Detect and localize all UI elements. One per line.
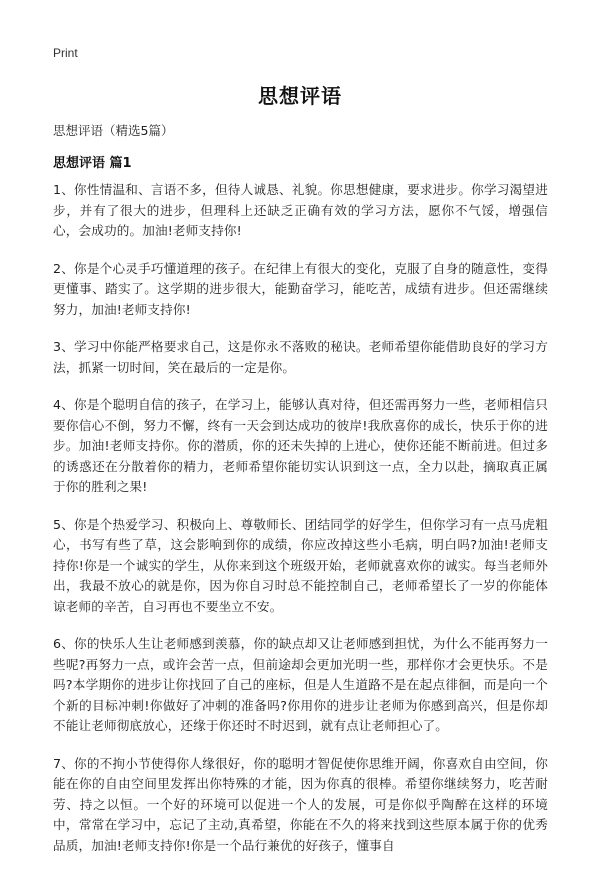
paragraph-3: 3、学习中你能严格要求自己，这是你永不落败的秘诀。老师希望你能借助良好的学习方法，抓紧一切时间，笑在最后的一定是你。 (53, 339, 548, 375)
paragraph-4: 4、你是个聪明自信的孩子，在学习上，能够认真对待，但还需再努力一些，老师相信只要你信心不倒，努力不懈，终有一天会到达成功的彼岸!我欣喜你的成长，快乐于你的进步。加油!老师支持你。你的潜质，你的还未失掉的上进心，使你还能不断前进。但过多的诱惑还在分散着你的精力，老师希望你能切实认识到这一点，全力以赴，摘取真正属于你的胜利之果! (53, 397, 548, 494)
document-body (53, 180, 548, 873)
document-subtitle: 思想评语（精选5篇） (53, 123, 174, 138)
paragraph-6: 6、你的快乐人生让老师感到羡慕，你的缺点却又让老师感到担忧，为什么不能再努力一些呢?再努力一点，或许会苦一点，但前途却会更加光明一些，那样你才会更快乐。不是吗?本学期你的进步让你找回了自己的座标，但是人生道路不是在起点徘徊，而是向一个个新的目标冲刺!你做好了冲刺的准备吗?你用你的进步让老师为你感到高兴，但是你却不能让老师彻底放心，还缘于你还时不时迟到，就有点让老师担心了。 (53, 636, 548, 733)
paragraph-1: 1、你性情温和、言语不多，但待人诚恳、礼貌。你思想健康，要求进步。你学习渴望进步，并有了很大的进步，但理科上还缺乏正确有效的学习方法，愿你不气馁，增强信心，会成功的。加油!老师支持你! (53, 182, 548, 238)
document-title: 思想评语 (258, 84, 342, 108)
print-link[interactable]: Print (53, 46, 78, 60)
paragraph-2: 2、你是个心灵手巧懂道理的孩子。在纪律上有很大的变化，克服了自身的随意性，变得更懂事、踏实了。这学期的进步很大，能勤奋学习，能吃苦，成绩有进步。但还需继续努力，加油!老师支持你! (53, 260, 548, 317)
paragraph-5: 5、你是个热爱学习、积极向上、尊敬师长、团结同学的好学生，但你学习有一点马虎粗心，书写有些了草，这会影响到你的成绩，你应改掉这些小毛病，明白吗?加油!老师支持你!你是一个诚实的学生，从你来到这个班级开始，老师就喜欢你的诚实。每当老师外出，我最不放心的就是你，因为你自习时总不能控制自己，老师希望长了一岁的你能体谅老师的辛苦，自习再也不要坐立不安。 (53, 516, 548, 614)
paragraph-7: 7、你的不拘小节使得你人缘很好，你的聪明才智促使你思维开阔，你喜欢自由空间，你能在你的自由空间里发挥出你特殊的才能，因为你真的很棒。希望你继续努力，吃苦耐劳、持之以恒。一个好的环境可以促进一个人的发展，可是你似乎陶醉在这样的环境中，常常在学习中，忘记了主动,真希望，你能在不久的将来找到这些原本属于你的优秀品质，加油!老师支持你!你是一个品行兼优的好孩子，懂事自 (53, 755, 548, 853)
section-heading: 思想评语 篇1 (53, 156, 132, 171)
